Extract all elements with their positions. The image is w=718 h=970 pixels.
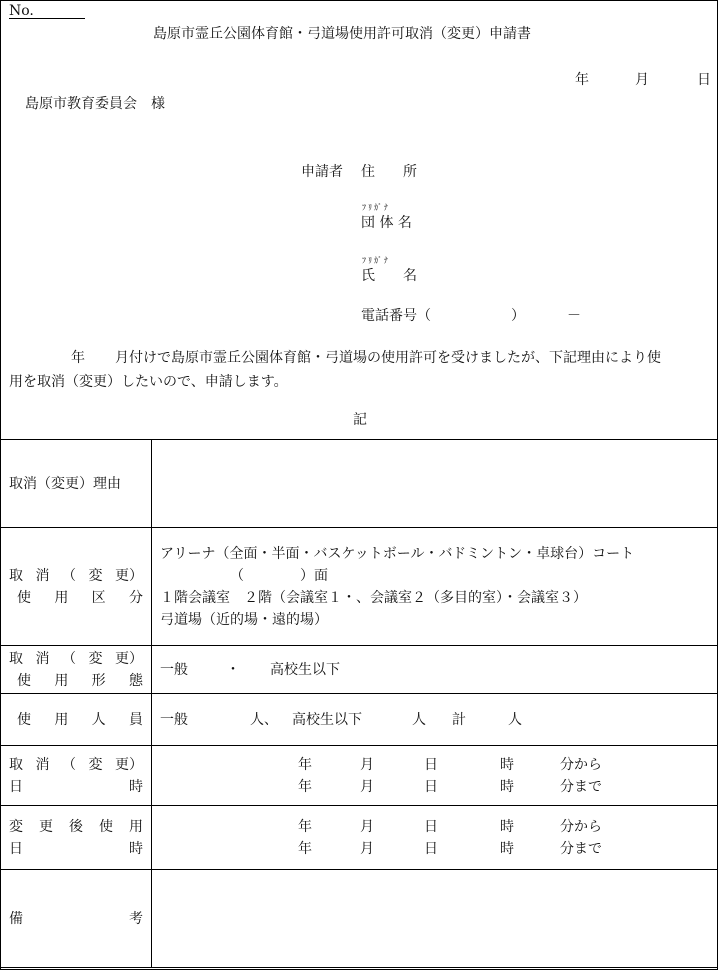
people-general-label: 一般 xyxy=(160,711,188,728)
form-options-cell xyxy=(152,646,718,694)
phone-close: ） xyxy=(511,308,525,324)
cancel-datetime-label-cell xyxy=(1,746,152,806)
form-general[interactable]: 一般 xyxy=(160,661,188,678)
notes-input[interactable] xyxy=(152,870,718,968)
cancel-datetime-cell[interactable] xyxy=(152,746,718,806)
notes-label: 備 考 xyxy=(9,910,143,927)
cancel-datetime-row xyxy=(1,746,718,806)
cancel-datetime-until: 年 月 日 時 分まで xyxy=(298,778,602,795)
cancel-datetime-label-line-2: 日 時 xyxy=(9,778,143,795)
usage-label-line-2: 使 用 区 分 xyxy=(17,589,143,606)
notes-row xyxy=(1,870,718,968)
cancel-datetime-from: 年 月 日 時 分から xyxy=(298,756,602,773)
form-separator: ・ xyxy=(226,661,240,678)
form-number-line xyxy=(9,18,85,19)
people-total-label: 計 xyxy=(452,711,466,728)
body-line-2: 用を取消（変更）したいので、申請します。 xyxy=(9,374,288,390)
form-table xyxy=(0,439,718,968)
cancel-datetime-label-line-1: 取 消 （ 変 更） xyxy=(9,756,143,773)
reason-row xyxy=(1,440,718,528)
people-highschool-label: 高校生以下 xyxy=(292,711,362,728)
reason-label: 取消（変更）理由 xyxy=(9,475,121,492)
body-year: 年 xyxy=(71,350,85,366)
form-title: 島原市霊丘公園体育館・弓道場使用許可取消（変更）申請書 xyxy=(153,26,531,42)
people-row xyxy=(1,694,718,746)
people-unit-3: 人 xyxy=(508,711,522,728)
people-label-cell xyxy=(1,694,152,746)
date-year: 年 xyxy=(575,72,589,88)
name-label: 氏 名 xyxy=(361,268,417,284)
address-label: 住 所 xyxy=(361,164,417,180)
change-datetime-from: 年 月 日 時 分から xyxy=(298,818,602,835)
addressee: 島原市教育委員会 様 xyxy=(25,96,165,112)
form-label-line-1: 取 消 （ 変 更） xyxy=(9,650,143,667)
usage-label-cell xyxy=(1,528,152,646)
reason-label-cell xyxy=(1,440,152,528)
people-label: 使 用 人 員 xyxy=(17,711,143,728)
form-row xyxy=(1,646,718,694)
group-furigana: ﾌﾘｶﾞﾅ xyxy=(362,203,390,212)
usage-arena[interactable]: アリーナ（全面・半面・バスケットボール・バドミントン・卓球台）コート xyxy=(160,545,635,562)
name-furigana: ﾌﾘｶﾞﾅ xyxy=(362,256,390,265)
change-datetime-row xyxy=(1,806,718,870)
usage-meeting-rooms[interactable]: １階会議室 ２階（会議室１・、会議室２（多目的室）・会議室３） xyxy=(160,589,587,606)
usage-row xyxy=(1,528,718,646)
change-datetime-cell[interactable] xyxy=(152,806,718,870)
form-label-cell xyxy=(1,646,152,694)
phone-dash: － xyxy=(567,308,581,324)
applicant-label: 申請者 xyxy=(301,164,343,180)
usage-courts[interactable]: （ ）面 xyxy=(230,567,328,584)
usage-archery[interactable]: 弓道場（近的場・遠的場） xyxy=(160,611,328,628)
usage-label-line-1: 取 消 （ 変 更） xyxy=(9,567,143,584)
form-highschool[interactable]: 高校生以下 xyxy=(270,661,340,678)
usage-options-cell xyxy=(152,528,718,646)
ki-heading: 記 xyxy=(353,412,367,428)
change-datetime-label-line-1: 変 更 後 使 用 xyxy=(9,818,143,835)
change-datetime-label-cell xyxy=(1,806,152,870)
people-cell[interactable] xyxy=(152,694,718,746)
reason-input[interactable] xyxy=(152,440,718,528)
change-datetime-label-line-2: 日 時 xyxy=(9,840,143,857)
change-datetime-until: 年 月 日 時 分まで xyxy=(298,840,602,857)
form-number-label: No. xyxy=(9,3,34,19)
date-month: 月 xyxy=(635,72,649,88)
phone-label: 電話番号（ xyxy=(361,308,431,324)
date-day: 日 xyxy=(697,72,711,88)
notes-label-cell xyxy=(1,870,152,968)
group-name-label: 団 体 名 xyxy=(361,215,412,231)
body-line-1: 月付けで島原市霊丘公園体育館・弓道場の使用許可を受けましたが、下記理由により使 xyxy=(115,350,661,366)
people-unit-1: 人、 xyxy=(250,711,278,728)
form-label-line-2: 使 用 形 態 xyxy=(17,672,143,689)
people-unit-2: 人 xyxy=(412,711,426,728)
